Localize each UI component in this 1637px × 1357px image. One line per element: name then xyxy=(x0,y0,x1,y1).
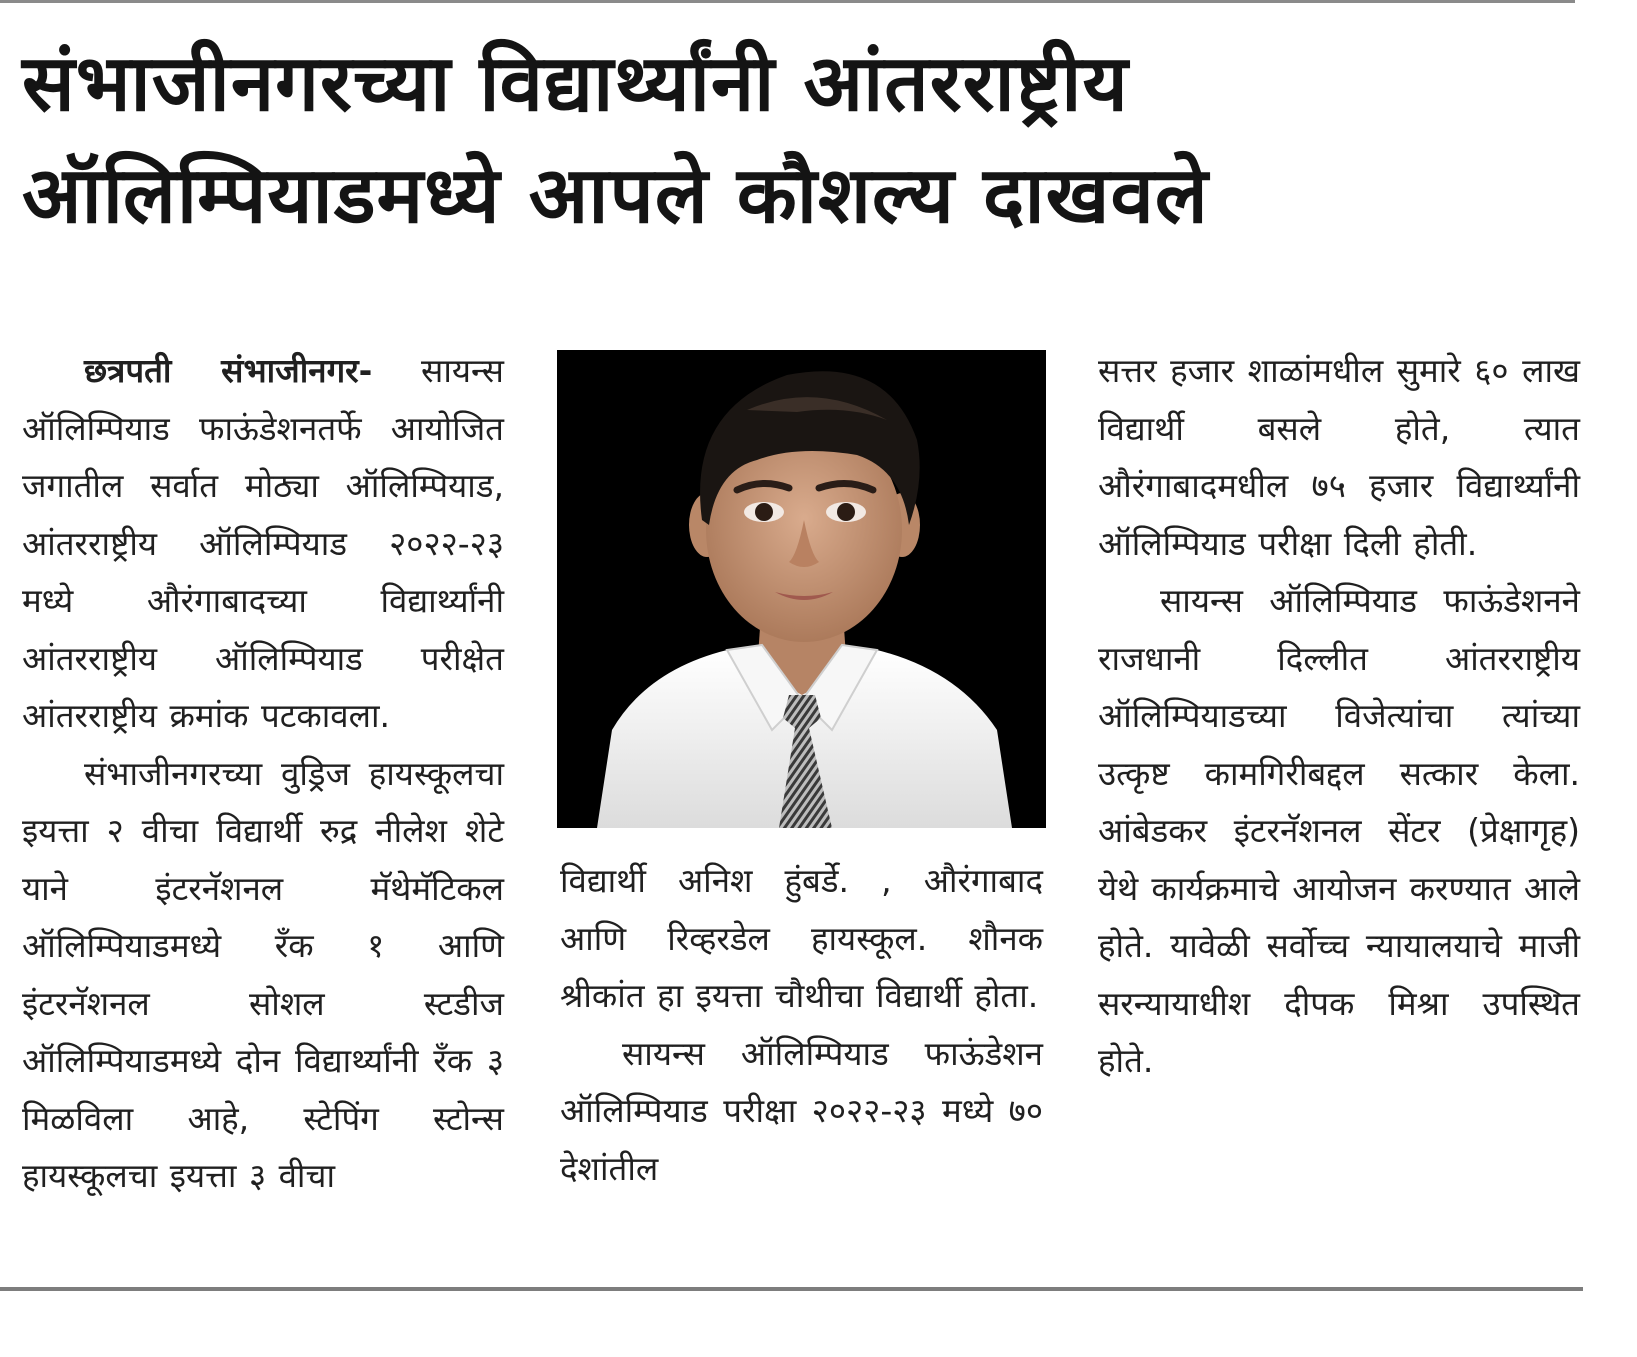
article-paragraph: सत्तर हजार शाळांमधील सुमारे ६० लाख विद्यार्थी बसले होते, त्यात औरंगाबादमधील ७५ हजार विद्यार्थ्यांनी ऑलिम्पियाड परीक्षा दिली होती. xyxy=(1098,351,1580,563)
bottom-rule xyxy=(0,1287,1583,1291)
article-paragraph: संभाजीनगरच्या वुड्रिज हायस्कूलचा इयत्ता २ वीचा विद्यार्थी रुद्र नीलेश शेटे याने इंटरनॅशनल मॅथेमॅटिकल ऑलिम्पियाडमध्ये रँक १ आणि इंटरनॅशनल सोशल स्टडीज ऑलिम्पियाडमध्ये दोन विद्यार्थ्यांनी रँक ३ मिळविला आहे, स्टेपिंग स्टोन्स हायस्कूलचा इयत्ता ३ वीचा xyxy=(22,753,504,1195)
article-paragraph: विद्यार्थी अनिश हुंबर्डे. , औरंगाबाद आणि रिव्हरडेल हायस्कूल. शौनक श्रीकांत हा इयत्ता चौथीचा विद्यार्थी होता. xyxy=(560,861,1043,1015)
article-paragraph xyxy=(22,342,504,745)
article-column-3 xyxy=(1098,342,1580,1090)
student-portrait-image xyxy=(557,350,1046,828)
top-rule xyxy=(0,0,1575,3)
paragraph-text: सायन्स ऑलिम्पियाड फाऊंडेशनतर्फे आयोजित जगातील सर्वात मोठ्या ऑलिम्पियाड, आंतरराष्ट्रीय ऑलिम्पियाड २०२२-२३ मध्ये औरंगाबादच्या विद्यार्थ्यांनी आंतरराष्ट्रीय ऑलिम्पियाड परीक्षेत आंतरराष्ट्रीय क्रमांक पटकावला. xyxy=(22,351,504,735)
headline xyxy=(22,28,1597,252)
student-photo xyxy=(557,350,1046,828)
article-column-1 xyxy=(22,342,504,1205)
article-column-2 xyxy=(560,852,1043,1197)
article-paragraph: सायन्स ऑलिम्पियाड फाऊंडेशन ऑलिम्पियाड परीक्षा २०२२-२३ मध्ये ७० देशांतील xyxy=(560,1033,1043,1188)
headline-line-1: संभाजीनगरच्या विद्यार्थ्यांनी आंतरराष्ट्रीय xyxy=(22,39,1129,129)
dateline: छत्रपती संभाजीनगर- xyxy=(84,351,373,390)
article-paragraph: सायन्स ऑलिम्पियाड फाऊंडेशनने राजधानी दिल्लीत आंतरराष्ट्रीय ऑलिम्पियाडच्या विजेत्यांचा त्यांच्या उत्कृष्ट कामगिरीबद्दल सत्कार केला. आंबेडकर इंटरनॅशनल सेंटर (प्रेक्षागृह) येथे कार्यक्रमाचे आयोजन करण्यात आले होते. यावेळी सर्वोच्च न्यायालयाचे माजी सरन्यायाधीश दीपक मिश्रा उपस्थित होते. xyxy=(1098,581,1580,1080)
headline-line-2: ऑलिम्पियाडमध्ये आपले कौशल्य दाखवले xyxy=(22,151,1209,241)
